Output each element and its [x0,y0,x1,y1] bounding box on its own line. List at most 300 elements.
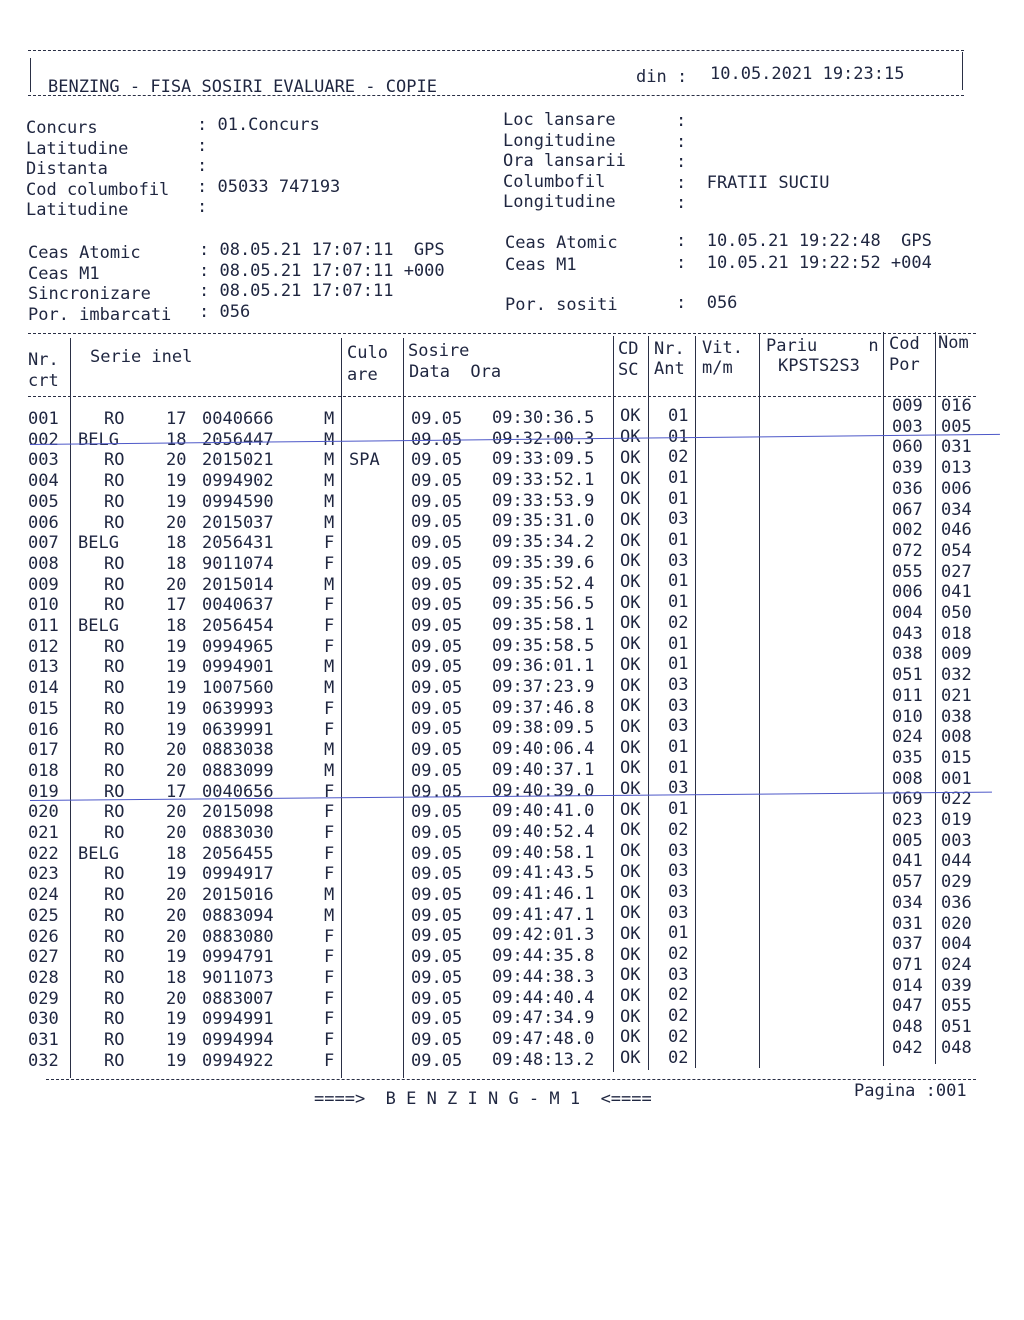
row-ring: 0639993 [202,698,274,719]
row-country: RO [104,719,125,740]
row-nr: 021 [28,823,59,843]
row-ring: 0994965 [202,636,274,657]
row-cod-por: 042 [892,1037,923,1058]
row-cod-por: 037 [892,934,923,955]
row-nr-ant: 01 [668,923,689,944]
row-ring: 0883007 [202,988,274,1009]
row-time: 09:40:06.4 [492,739,595,760]
col-header-nom: Nom [938,333,969,353]
col-header-cd: CD [618,339,639,359]
row-nr: 017 [28,740,59,761]
row-nr-ant: 02 [668,819,689,840]
row-cd-sc: OK [620,551,641,572]
row-cd-sc: OK [620,986,641,1006]
row-date: 09.05 [411,657,463,678]
row-year: 19 [166,1009,187,1030]
row-date: 09.05 [411,1029,463,1050]
row-year: 18 [166,843,187,864]
row-cd-sc: OK [620,1027,641,1048]
col-header-culoare-2: are [347,365,378,385]
row-time: 09:33:09.5 [492,449,595,470]
header-top-border [28,50,964,51]
row-sex: M [324,657,335,678]
row-sex: M [324,450,335,471]
row-sex: F [324,1030,335,1050]
row-nr-ant: 01 [668,530,689,550]
page-number: Pagina :001 [854,1081,967,1101]
row-nr-ant: 03 [668,509,689,530]
row-time: 09:38:09.5 [492,718,595,739]
row-nr: 022 [28,843,59,864]
row-ring: 0994917 [202,864,274,885]
col-header-mm: m/m [702,358,733,378]
row-cod-por: 041 [892,851,923,872]
row-cd-sc: OK [620,1048,641,1069]
row-ring: 0994791 [202,947,274,968]
row-nom: 048 [941,1037,972,1058]
row-nom: 015 [941,747,972,768]
row-country: RO [104,864,125,885]
row-cod-por: 060 [892,437,923,458]
row-nom: 013 [941,458,972,479]
row-cod-por: 011 [892,685,923,706]
row-nom: 029 [941,872,972,893]
row-nr-ant: 03 [668,778,689,799]
row-ring: 2056431 [202,533,274,554]
row-country: BELG [78,616,119,636]
row-ring: 9011073 [202,967,274,988]
row-cod-por: 036 [892,478,923,499]
row-nr-ant: 02 [668,612,689,633]
row-ring: 0994902 [202,471,274,492]
row-nr-ant: 02 [668,1006,689,1027]
row-nr-ant: 03 [668,964,689,985]
row-time: 09:41:43.5 [492,863,595,884]
row-date: 09.05 [411,1009,463,1030]
clock-value: : 08.05.21 17:07:11 +000 [199,260,445,281]
row-year: 18 [166,616,187,636]
row-time: 09:35:52.4 [492,573,595,594]
col-header-ant: Ant [654,359,685,379]
row-time: 09:47:34.9 [492,1008,595,1029]
clock-value: : 056 [676,293,738,313]
row-date: 09.05 [411,408,463,429]
row-ring: 1007560 [202,678,274,699]
col-header-data-ora: Data Ora [409,362,502,382]
row-nom: 027 [941,561,972,582]
row-ring: 0639991 [202,719,274,740]
row-nr-ant: 01 [668,571,689,592]
row-year: 19 [166,864,187,885]
info-label: Latitudine [26,200,129,220]
row-time: 09:35:39.6 [492,552,595,573]
row-nom: 003 [941,830,972,851]
row-ring: 0994994 [202,1030,274,1050]
row-time: 09:37:23.9 [492,677,595,697]
col-header-nr-ant: Nr. [654,339,685,359]
row-sex: F [324,967,335,988]
row-nr-ant: 03 [668,881,689,902]
header-bottom-border [28,95,964,96]
row-ring: 2056447 [202,429,274,450]
row-time: 09:35:58.1 [492,614,595,635]
row-nr-ant: 03 [668,550,689,571]
row-ring: 0994991 [202,1009,274,1030]
row-time: 09:30:36.5 [492,407,595,428]
row-ring: 2015016 [202,885,274,906]
row-cod-por: 072 [892,540,923,561]
row-cod-por: 038 [892,644,923,665]
row-date: 09.05 [411,615,463,636]
row-sex: M [324,471,335,492]
row-cod-por: 005 [892,830,923,851]
clock-value: : 10.05.21 19:22:52 +004 [676,253,932,273]
info-value: : [197,135,208,156]
row-country: RO [104,947,125,968]
row-year: 19 [166,678,187,699]
row-cod-por: 023 [892,810,923,830]
row-cd-sc: OK [620,634,641,655]
info-label: Loc lansare [503,110,616,130]
row-nom: 044 [941,851,972,872]
row-year: 20 [166,740,187,761]
row-cod-por: 069 [892,789,923,810]
row-year: 19 [166,698,187,719]
row-color: SPA [349,450,380,471]
table-top-border [28,333,976,334]
row-nr-ant: 01 [668,405,689,426]
row-country: BELG [78,429,119,450]
row-cod-por: 002 [892,520,923,541]
row-nr: 012 [28,636,59,657]
row-cd-sc: OK [620,861,641,882]
row-year: 20 [166,574,187,595]
row-date: 09.05 [411,760,463,781]
row-sex: M [324,574,335,595]
row-nr: 008 [28,553,59,574]
row-nr: 013 [28,657,59,678]
row-time: 09:41:46.1 [492,884,595,904]
info-value: : [676,152,687,172]
row-nr-ant: 02 [668,944,689,964]
row-country: RO [104,657,125,678]
row-nr-ant: 01 [668,592,689,613]
row-ring: 2015037 [202,512,274,533]
row-time: 09:35:34.2 [492,532,595,553]
page-title: BENZING - FISA SOSIRI EVALUARE - COPIE [48,77,437,97]
row-nr: 009 [28,574,59,595]
row-year: 18 [166,967,187,988]
row-cd-sc: OK [620,468,641,489]
info-value: : [676,193,687,213]
row-nom: 050 [941,603,972,623]
row-sex: F [324,823,335,843]
date-label: din : [636,67,688,87]
row-date: 09.05 [411,719,463,740]
row-ring: 2015021 [202,450,274,471]
col-header-kpsts: KPSTS2S3 [778,356,860,376]
row-time: 09:44:40.4 [492,987,595,1008]
row-cd-sc: OK [620,779,641,799]
row-nom: 005 [941,416,972,437]
row-cod-por: 055 [892,561,923,582]
row-cd-sc: OK [620,509,641,530]
row-cod-por: 006 [892,582,923,603]
row-cd-sc: OK [620,841,641,862]
info-label: Latitudine [26,138,129,159]
row-cod-por: 035 [892,747,923,768]
row-sex: F [324,926,335,947]
row-country: BELG [78,533,119,554]
row-nr: 029 [28,988,59,1009]
row-nr-ant: 03 [668,716,689,737]
row-cd-sc: OK [620,1006,641,1027]
info-label: Longitudine [503,192,616,212]
table-bottom-border [46,1079,976,1080]
clock-label: Sincronizare [28,284,151,305]
info-label: Distanta [26,159,108,179]
row-sex: M [324,905,335,926]
row-nr: 005 [28,491,59,512]
row-country: RO [104,905,125,926]
row-date: 09.05 [411,947,463,968]
row-date: 09.05 [411,781,463,802]
row-time: 09:47:48.0 [492,1028,595,1049]
row-year: 20 [166,450,187,471]
row-sex: F [324,1009,335,1030]
row-nr-ant: 01 [668,426,689,447]
row-nom: 046 [941,520,972,541]
row-date: 09.05 [411,429,463,450]
row-nr: 031 [28,1030,59,1050]
row-country: RO [104,1009,125,1030]
row-year: 20 [166,905,187,926]
row-date: 09.05 [411,864,463,885]
row-country: RO [104,574,125,595]
row-nom: 004 [941,934,972,955]
row-nr-ant: 01 [668,757,689,778]
row-country: RO [104,988,125,1009]
row-nr-ant: 03 [668,840,689,861]
row-ring: 2015098 [202,802,274,823]
row-year: 17 [166,409,187,429]
row-nr: 010 [28,595,59,616]
clock-value: : 08.05.21 17:07:11 [199,281,394,302]
row-sex: F [324,781,335,802]
row-cd-sc: OK [620,716,641,737]
row-date: 09.05 [411,698,463,719]
row-cod-por: 067 [892,499,923,520]
info-label: Ora lansarii [503,151,626,171]
row-nr: 032 [28,1050,59,1071]
row-ring: 0883099 [202,760,274,781]
row-cod-por: 003 [892,416,923,437]
row-time: 09:42:01.3 [492,925,595,946]
clock-value: : 10.05.21 19:22:48 GPS [676,231,932,251]
row-year: 17 [166,595,187,616]
row-time: 09:35:58.5 [492,635,595,656]
row-cod-por: 014 [892,975,923,996]
row-nom: 006 [941,478,972,499]
info-value: : FRATII SUCIU [676,172,830,193]
row-cd-sc: OK [620,758,641,779]
row-time: 09:44:38.3 [492,966,595,987]
row-date: 09.05 [411,885,463,905]
row-nr: 020 [28,802,59,823]
row-ring: 0994922 [202,1050,274,1071]
row-time: 09:40:41.0 [492,801,595,822]
row-time: 09:40:39.0 [492,780,595,801]
row-cod-por: 039 [892,458,923,479]
row-nr: 003 [28,450,59,471]
row-nr-ant: 02 [668,985,689,1006]
info-label: Columbofil [503,171,606,192]
row-country: RO [104,512,125,533]
info-label: Longitudine [503,130,616,151]
row-date: 09.05 [411,843,463,864]
row-cod-por: 010 [892,706,923,727]
row-ring: 0883094 [202,905,274,926]
row-nom: 039 [941,975,972,996]
info-value: : [197,197,208,217]
row-date: 09.05 [411,512,463,533]
row-time: 09:33:52.1 [492,470,595,490]
row-country: RO [104,760,125,781]
row-nr-ant: 02 [668,1026,689,1047]
col-header-cod: Cod [889,334,920,354]
row-nom: 019 [941,810,972,830]
row-country: RO [104,409,125,429]
row-nr: 028 [28,967,59,988]
clock-label: Ceas Atomic [505,233,618,253]
row-date: 09.05 [411,802,463,823]
row-year: 20 [166,926,187,947]
row-cod-por: 034 [892,892,923,913]
row-nom: 022 [941,789,972,810]
row-sex: F [324,533,335,554]
row-sex: F [324,988,335,1009]
row-year: 20 [166,823,187,843]
table-header-bottom-border [28,396,976,397]
row-date: 09.05 [411,1050,463,1071]
row-nr: 014 [28,678,59,699]
row-sex: F [324,1050,335,1071]
row-nom: 016 [941,396,972,416]
row-cd-sc: OK [620,613,641,634]
row-ring: 0040656 [202,781,274,802]
row-nr: 026 [28,926,59,947]
row-cd-sc: OK [620,530,641,551]
row-country: RO [104,471,125,492]
row-nr-ant: 01 [668,737,689,757]
col-header-vit: Vit. [702,338,743,358]
row-year: 19 [166,1050,187,1071]
row-sex: M [324,491,335,512]
row-date: 09.05 [411,595,463,616]
row-nr: 030 [28,1009,59,1030]
row-sex: M [324,512,335,533]
row-nom: 031 [941,437,972,458]
row-country: RO [104,740,125,761]
row-sex: F [324,595,335,616]
row-country: RO [104,636,125,657]
row-cod-por: 071 [892,954,923,975]
row-country: RO [104,1030,125,1050]
row-cd-sc: OK [620,923,641,944]
row-cd-sc: OK [620,944,641,965]
col-header-crt: crt [28,371,59,391]
row-date: 09.05 [411,553,463,574]
row-cd-sc: OK [620,572,641,592]
col-header-sc: SC [618,360,639,380]
info-value: : [676,111,687,131]
row-nom: 018 [941,623,972,644]
info-value: : 01.Concurs [197,115,320,135]
row-time: 09:48:13.2 [492,1049,595,1070]
row-date: 09.05 [411,926,463,947]
row-nom: 055 [941,996,972,1017]
row-country: RO [104,926,125,947]
row-cd-sc: OK [620,427,641,448]
row-year: 19 [166,719,187,740]
clock-label: Por. sositi [505,295,618,315]
row-cod-por: 051 [892,665,923,686]
row-nom: 009 [941,644,972,665]
row-cd-sc: OK [620,737,641,758]
row-time: 09:40:58.1 [492,842,595,863]
row-year: 20 [166,760,187,781]
row-sex: F [324,616,335,636]
clock-label: Por. imbarcati [28,305,172,326]
row-nr: 023 [28,864,59,885]
row-cod-por: 009 [892,396,923,416]
row-nom: 024 [941,954,972,975]
row-nr: 015 [28,698,59,719]
row-nom: 036 [941,892,972,913]
row-nom: 034 [941,499,972,520]
row-nom: 054 [941,540,972,561]
row-ring: 0883038 [202,740,274,761]
row-cod-por: 043 [892,623,923,644]
row-country: BELG [78,843,119,864]
row-time: 09:36:01.1 [492,656,595,677]
row-year: 19 [166,636,187,657]
row-ring: 2056454 [202,616,274,636]
header-right-border [962,52,963,90]
row-nom: 038 [941,706,972,727]
clock-label: Ceas M1 [505,255,577,275]
row-sex: F [324,947,335,968]
row-country: RO [104,802,125,823]
row-year: 19 [166,491,187,512]
row-country: RO [104,595,125,616]
row-nom: 020 [941,913,972,934]
row-cd-sc: OK [620,592,641,613]
row-ring: 0883030 [202,823,274,843]
row-nom: 001 [941,768,972,789]
col-header-por: Por [889,355,920,375]
row-sex: F [324,719,335,740]
row-nr-ant: 03 [668,902,689,923]
row-nr: 006 [28,512,59,533]
row-nr-ant: 03 [668,695,689,716]
row-ring: 2056455 [202,843,274,864]
row-year: 20 [166,988,187,1009]
row-country: RO [104,698,125,719]
row-sex: F [324,698,335,719]
row-sex: F [324,553,335,574]
row-nr: 018 [28,760,59,781]
